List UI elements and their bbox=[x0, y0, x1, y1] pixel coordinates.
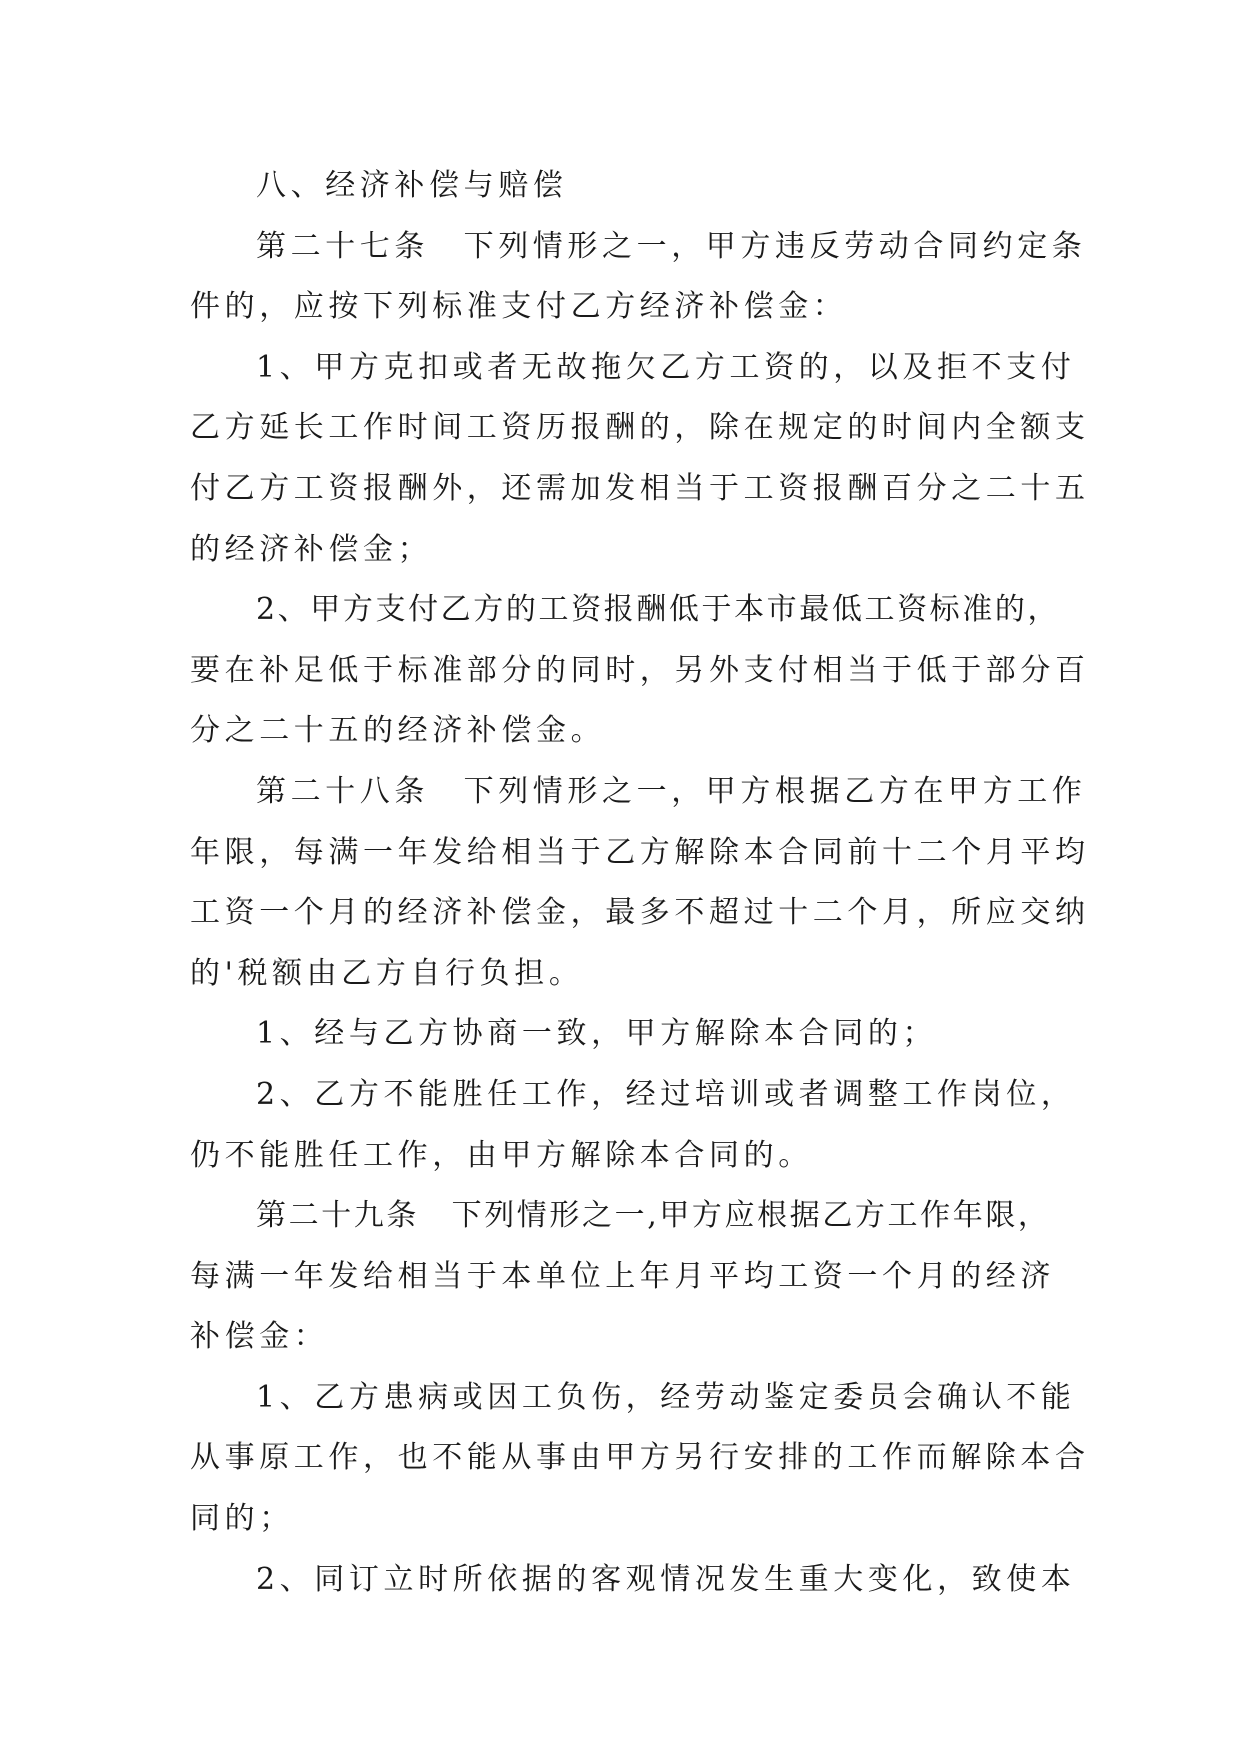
document-body bbox=[190, 156, 1090, 1610]
article-27-item-1-line: 的经济补偿金； bbox=[190, 531, 433, 567]
article-28-line: 第二十八条 下列情形之一，甲方根据乙方在甲方工作 bbox=[256, 773, 1087, 809]
article-29-item-2-line: 2、同订立时所依据的客观情况发生重大变化，致使本 bbox=[256, 1561, 1076, 1597]
article-28-line: 的'税额由乙方自行负担。 bbox=[190, 955, 584, 991]
article-27-line: 件的，应按下列标准支付乙方经济补偿金： bbox=[190, 289, 848, 325]
article-27-line: 第二十七条 下列情形之一，甲方违反劳动合同约定条 bbox=[256, 228, 1087, 264]
article-28-line: 工资一个月的经济补偿金，最多不超过十二个月，所应交纳 bbox=[190, 895, 1090, 931]
article-29-line: 第二十九条 下列情形之一,甲方应根据乙方工作年限， bbox=[256, 1198, 1051, 1234]
article-28-item-1-line: 1、经与乙方协商一致，甲方解除本合同的； bbox=[256, 1016, 938, 1052]
article-29-item-1-line: 1、乙方患病或因工负伤，经劳动鉴定委员会确认不能 bbox=[256, 1379, 1076, 1415]
article-27-item-2-line: 要在补足低于标准部分的同时，另外支付相当于低于部分百 bbox=[190, 652, 1090, 688]
article-27-item-1-line: 付乙方工资报酬外，还需加发相当于工资报酬百分之二十五 bbox=[190, 470, 1090, 506]
article-28-item-2-line: 仍不能胜任工作，由甲方解除本合同的。 bbox=[190, 1137, 813, 1173]
section-heading: 八、经济补偿与赔偿 bbox=[256, 168, 568, 203]
article-29-item-1-line: 从事原工作，也不能从事由甲方另行安排的工作而解除本合 bbox=[190, 1440, 1090, 1476]
article-27-item-1-line: 乙方延长工作时间工资历报酬的，除在规定的时间内全额支 bbox=[190, 410, 1090, 446]
article-29-line: 补偿金： bbox=[190, 1319, 329, 1355]
article-28-line: 年限，每满一年发给相当于乙方解除本合同前十二个月平均 bbox=[190, 834, 1090, 870]
article-29-item-1-line: 同的； bbox=[190, 1501, 294, 1537]
article-29-line: 每满一年发给相当于本单位上年月平均工资一个月的经济 bbox=[190, 1258, 1055, 1294]
article-27-item-2-line: 2、甲方支付乙方的工资报酬低于本市最低工资标准的， bbox=[256, 592, 1061, 628]
article-28-item-2-line: 2、乙方不能胜任工作，经过培训或者调整工作岗位， bbox=[256, 1076, 1076, 1112]
article-27-item-1-line: 1、甲方克扣或者无故拖欠乙方工资的，以及拒不支付 bbox=[256, 349, 1076, 385]
article-27-item-2-line: 分之二十五的经济补偿金。 bbox=[190, 713, 606, 749]
